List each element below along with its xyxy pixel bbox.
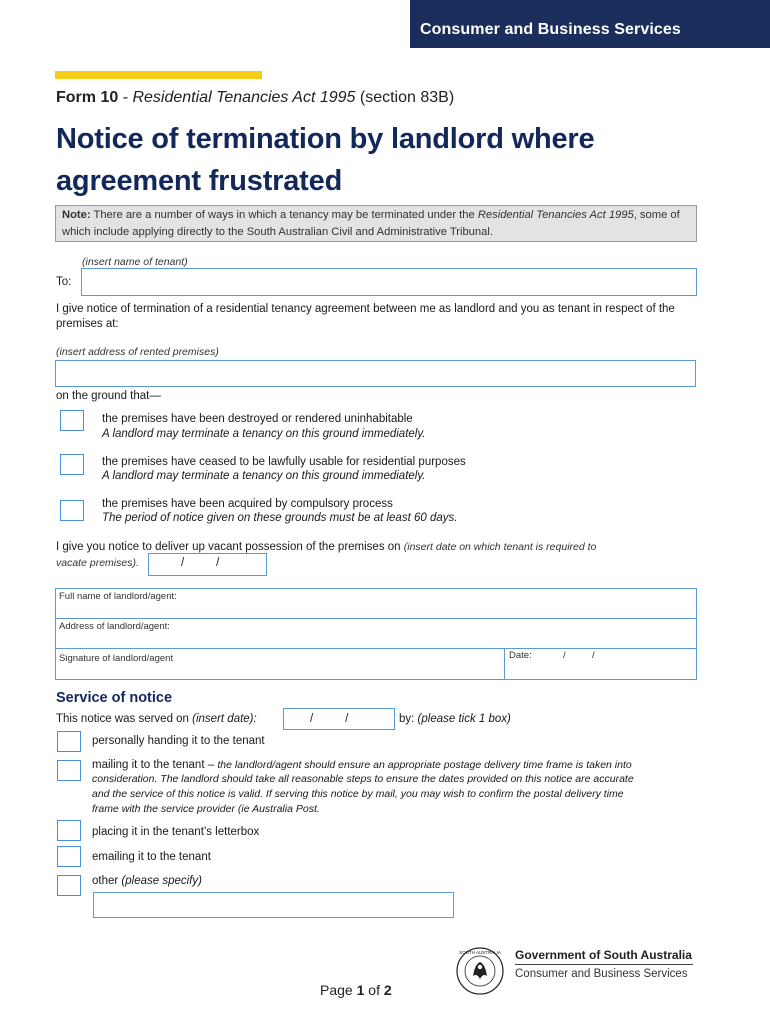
ground-note-destroyed: A landlord may terminate a tenancy on this ground immediately. [102, 428, 426, 440]
landlord-details-table [55, 588, 697, 680]
service-option-mail [92, 758, 712, 773]
ground-note-unusable: A landlord may terminate a tenancy on this ground immediately. [102, 470, 426, 482]
served-text: This notice was served on [56, 713, 193, 725]
page-of: of [364, 982, 384, 998]
signature-date-cell[interactable] [504, 649, 697, 679]
government-name: Government of South Australia [515, 948, 692, 962]
note-act: Residential Tenancies Act 1995 [477, 209, 634, 221]
intro-text: I give notice of termination of a residential tenancy agreement between me as landlord and you as tenant in respect of the premises at: [56, 303, 675, 330]
other-label: other [92, 875, 122, 887]
note-text-a: There are a number of ways in which a tenancy may be terminated under the [90, 209, 478, 221]
note-box [55, 205, 697, 242]
page-title: Notice of termination by landlord where agreement frustrated [56, 123, 595, 197]
note-label: Note: [62, 209, 91, 221]
full-name-label: Full name of landlord/agent: [59, 591, 177, 602]
mail-note-1: the landlord/agent should ensure an appropriate postage delivery time frame is taken into [217, 759, 632, 771]
page-current: 1 [356, 982, 365, 998]
ground-checkbox-acquired[interactable] [60, 500, 84, 521]
page-word: Page [320, 982, 357, 998]
brand-name: Consumer and Business Services [420, 21, 681, 38]
ground-note-acquired: The period of notice given on these grounds must be at least 60 days. [102, 512, 458, 524]
service-date-value: / / [310, 713, 349, 725]
mail-note-4: frame with the service provider (ie Australia Post. [92, 803, 320, 815]
ground-text-unusable: the premises have ceased to be lawfully usable for residential purposes [102, 456, 466, 468]
ground-checkbox-unusable[interactable] [60, 454, 84, 475]
vacate-date-field[interactable] [148, 553, 267, 576]
service-checkbox-letterbox[interactable] [57, 820, 81, 841]
by-hint: (please tick 1 box) [417, 713, 511, 725]
tenant-hint: (insert name of tenant) [82, 256, 188, 268]
by-label: by: [399, 713, 418, 725]
ground-checkbox-destroyed[interactable] [60, 410, 84, 431]
by-line [399, 712, 511, 727]
vacate-date-value: / / [181, 557, 220, 569]
signature-row [56, 649, 696, 679]
other-specify-field[interactable] [93, 892, 454, 918]
form-reference [56, 89, 454, 107]
tenant-label: To: [56, 276, 72, 288]
served-hint: (insert date): [192, 713, 257, 725]
landlord-address-label: Address of landlord/agent: [59, 621, 170, 632]
service-checkbox-personal[interactable] [57, 731, 81, 752]
address-hint: (insert address of rented premises) [56, 346, 219, 358]
page-total: 2 [383, 982, 392, 998]
service-date-field[interactable] [283, 708, 395, 730]
government-department: Consumer and Business Services [515, 968, 688, 980]
accent-rule [55, 71, 262, 79]
signature-label: Signature of landlord/agent [59, 653, 174, 664]
vacate-text: I give you notice to deliver up vacant possession of the premises on [56, 541, 404, 553]
full-name-row[interactable] [56, 589, 696, 619]
government-seal-icon [455, 946, 505, 996]
address-row[interactable] [56, 619, 696, 649]
signature-date-label: Date: [509, 650, 532, 661]
form-number: Form 10 [56, 89, 119, 106]
service-option-other [92, 874, 202, 889]
mail-note-2: consideration. The landlord should take all reasonable steps to ensure the dates provided on this notice are accurate [92, 773, 634, 785]
ground-label: on the ground that— [56, 390, 161, 402]
vacate-hint-a: (insert date on which tenant is required to [403, 541, 597, 553]
note-text-b: , some of which include applying directly to the South Australian Civil and Administrative Tribunal. [62, 209, 680, 238]
government-rule [515, 964, 693, 965]
act-section: (section 83B) [355, 89, 455, 106]
act-name: Residential Tenancies Act 1995 [132, 89, 356, 106]
ground-text-acquired: the premises have been acquired by compulsory process [102, 498, 393, 510]
mail-label: mailing it to the tenant – [92, 759, 218, 771]
page-indicator [320, 982, 392, 998]
address-field[interactable] [55, 360, 696, 387]
service-checkbox-other[interactable] [57, 875, 81, 896]
service-checkbox-email[interactable] [57, 846, 81, 867]
signature-date-value: / / [563, 650, 595, 661]
service-heading: Service of notice [56, 690, 173, 706]
served-line [56, 712, 257, 727]
service-option-letterbox: placing it in the tenant’s letterbox [92, 826, 260, 838]
ground-text-destroyed: the premises have been destroyed or rendered uninhabitable [102, 413, 413, 425]
service-option-personal: personally handing it to the tenant [92, 735, 265, 747]
form-separator: - [118, 89, 133, 106]
other-hint: (please specify) [121, 875, 202, 887]
brand-banner [410, 0, 770, 48]
vacate-hint-b: vacate premises). [56, 557, 139, 569]
seal-text: SOUTH AUSTRALIA [459, 950, 501, 955]
mail-note-3: and the service of this notice is valid. If serving this notice by mail, you may wish to confirm the postal delivery time [92, 788, 624, 800]
service-checkbox-mail[interactable] [57, 760, 81, 781]
tenant-name-field[interactable] [81, 268, 697, 296]
service-option-email: emailing it to the tenant [92, 851, 211, 863]
